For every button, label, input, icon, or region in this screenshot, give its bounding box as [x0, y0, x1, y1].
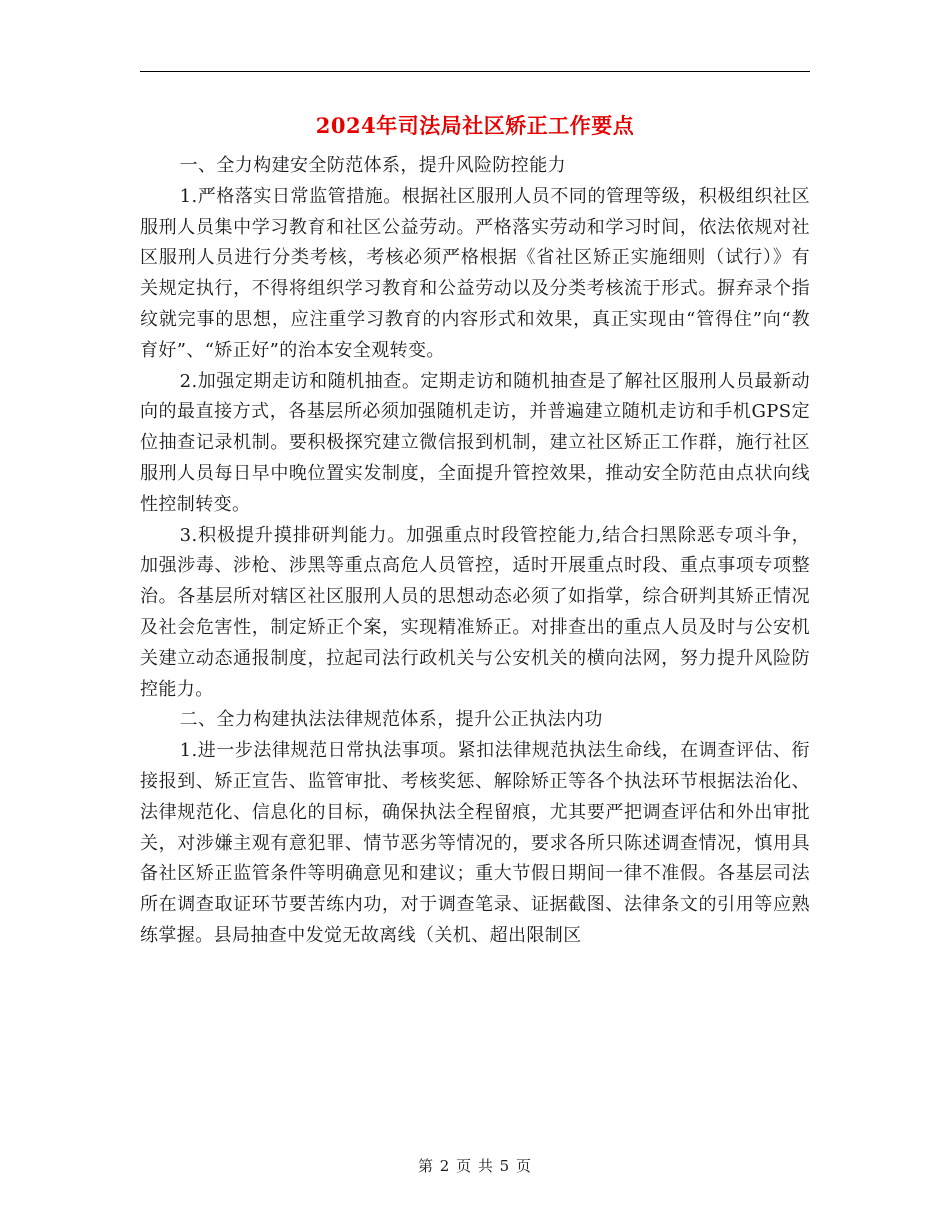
page-number: 第 2 页 共 5 页 — [418, 1157, 532, 1175]
document-title: 2024年司法局社区矫正工作要点 — [315, 113, 635, 138]
paragraph-1-3: 3.积极提升摸排研判能力。加强重点时段管控能力,结合扫黑除恶专项斗争，加强涉毒、涉枪、涉黑等重点高危人员管控，适时开展重点时段、重点事项专项整治。各基层所对辖区社区服刑人员的思想动态必须了如指掌，综合研判其矫正情况及社会危害性，制定矫正个案，实现精准矫正。对排查出的重点人员及时与公安机关建立动态通报制度，拉起司法行政机关与公安机关的横向法网，努力提升风险防控能力。 — [140, 524, 810, 700]
section-heading-2: 二、全力构建执法法律规范体系，提升公正执法内功 — [179, 709, 603, 731]
paragraph-1-1: 1.严格落实日常监管措施。根据社区服刑人员不同的管理等级，积极组织社区服刑人员集中学习教育和社区公益劳动。严格落实劳动和学习时间，依法依规对社区服刑人员进行分类考核，考核必须严格根据《省社区矫正实施细则（试行）》有关规定执行，不得将组织学习教育和公益劳动以及分类考核流于形式。摒弃录个指纹就完事的思想，应注重学习教育的内容形式和效果，真正实现由“管得住”向“教育好”、“矫正好”的治本安全观转变。 — [140, 185, 810, 361]
section-heading-1: 一、全力构建安全防范体系，提升风险防控能力 — [179, 155, 566, 176]
header-rule — [140, 71, 810, 72]
document-body — [140, 151, 810, 952]
paragraph-2-1: 1.进一步法律规范日常执法事项。紧扣法律规范执法生命线，在调查评估、衔接报到、矫正宣告、监管审批、考核奖惩、解除矫正等各个执法环节根据法治化、法律规范化、信息化的目标，确保执法全程留痕，尤其要严把调查评估和外出审批关，对涉嫌主观有意犯罪、情节恶劣等情况的，要求各所只陈述调查情况，慎用具备社区矫正监管条件等明确意见和建议；重大节假日期间一律不准假。各基层司法所在调查取证环节要苦练内功，对于调查笔录、证据截图、法律条文的引用等应熟练掌握。县局抽查中发觉无故离线（关机、超出限制区 — [140, 740, 810, 946]
paragraph-1-2: 2.加强定期走访和随机抽查。定期走访和随机抽查是了解社区服刑人员最新动向的最直接方式，各基层所必须加强随机走访，并普遍建立随机走访和手机GPS定位抽查记录机制。要积极探究建立微信报到机制，建立社区矫正工作群，施行社区服刑人员每日早中晚位置实发制度，全面提升管控效果，推动安全防范由点状向线性控制转变。 — [140, 370, 810, 515]
